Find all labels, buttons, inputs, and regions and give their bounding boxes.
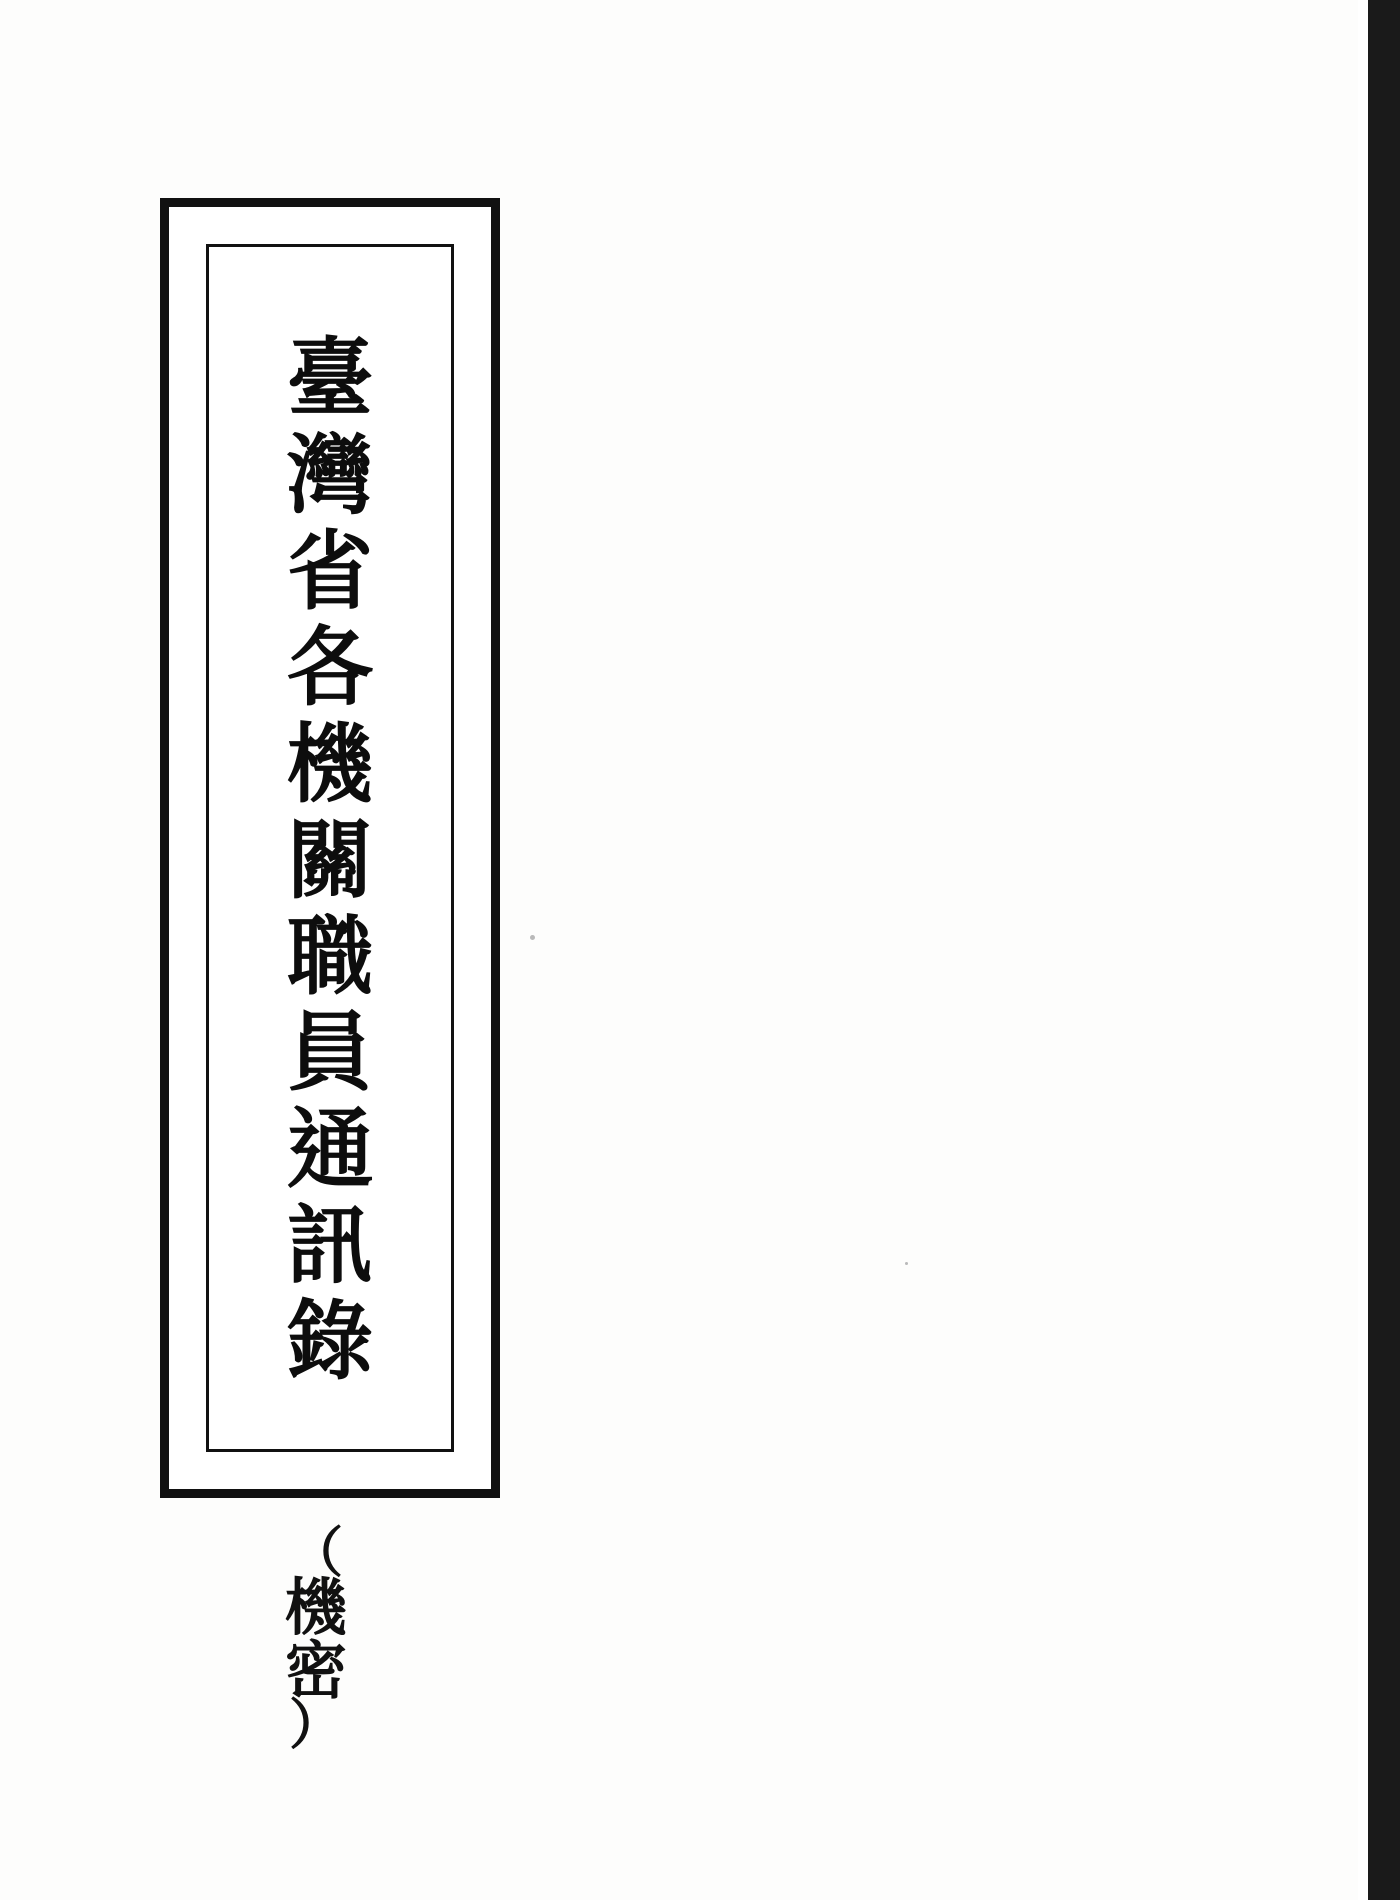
title-char: 機: [287, 713, 373, 815]
page-title: [209, 247, 451, 1449]
title-char: 職: [287, 906, 373, 1008]
classification-open-paren: （: [289, 1520, 343, 1584]
page-edge-highlight: [1358, 0, 1368, 1900]
cartouche-inner-border: [206, 244, 454, 1452]
scan-speckle: [905, 1262, 908, 1265]
scan-speckle: [530, 935, 535, 940]
cartouche-outer-border: [160, 198, 500, 1498]
title-char: 臺: [287, 328, 373, 430]
classification-badge: [236, 1520, 396, 1757]
title-char: 各: [287, 617, 373, 719]
title-char: 省: [287, 520, 373, 622]
title-char: 員: [287, 1002, 373, 1104]
title-char: 錄: [287, 1291, 373, 1393]
cartouche-middle-border: [178, 216, 482, 1480]
title-char: 訊: [287, 1195, 373, 1297]
classification-char: 密: [284, 1634, 347, 1708]
title-char: 灣: [287, 424, 373, 526]
title-char: 通: [287, 1098, 373, 1200]
page-edge-shadow: [1368, 0, 1400, 1900]
classification-char: 機: [284, 1570, 347, 1644]
classification-close-paren: ）: [289, 1692, 343, 1757]
title-char: 關: [287, 809, 373, 911]
title-cartouche: [160, 198, 500, 1498]
